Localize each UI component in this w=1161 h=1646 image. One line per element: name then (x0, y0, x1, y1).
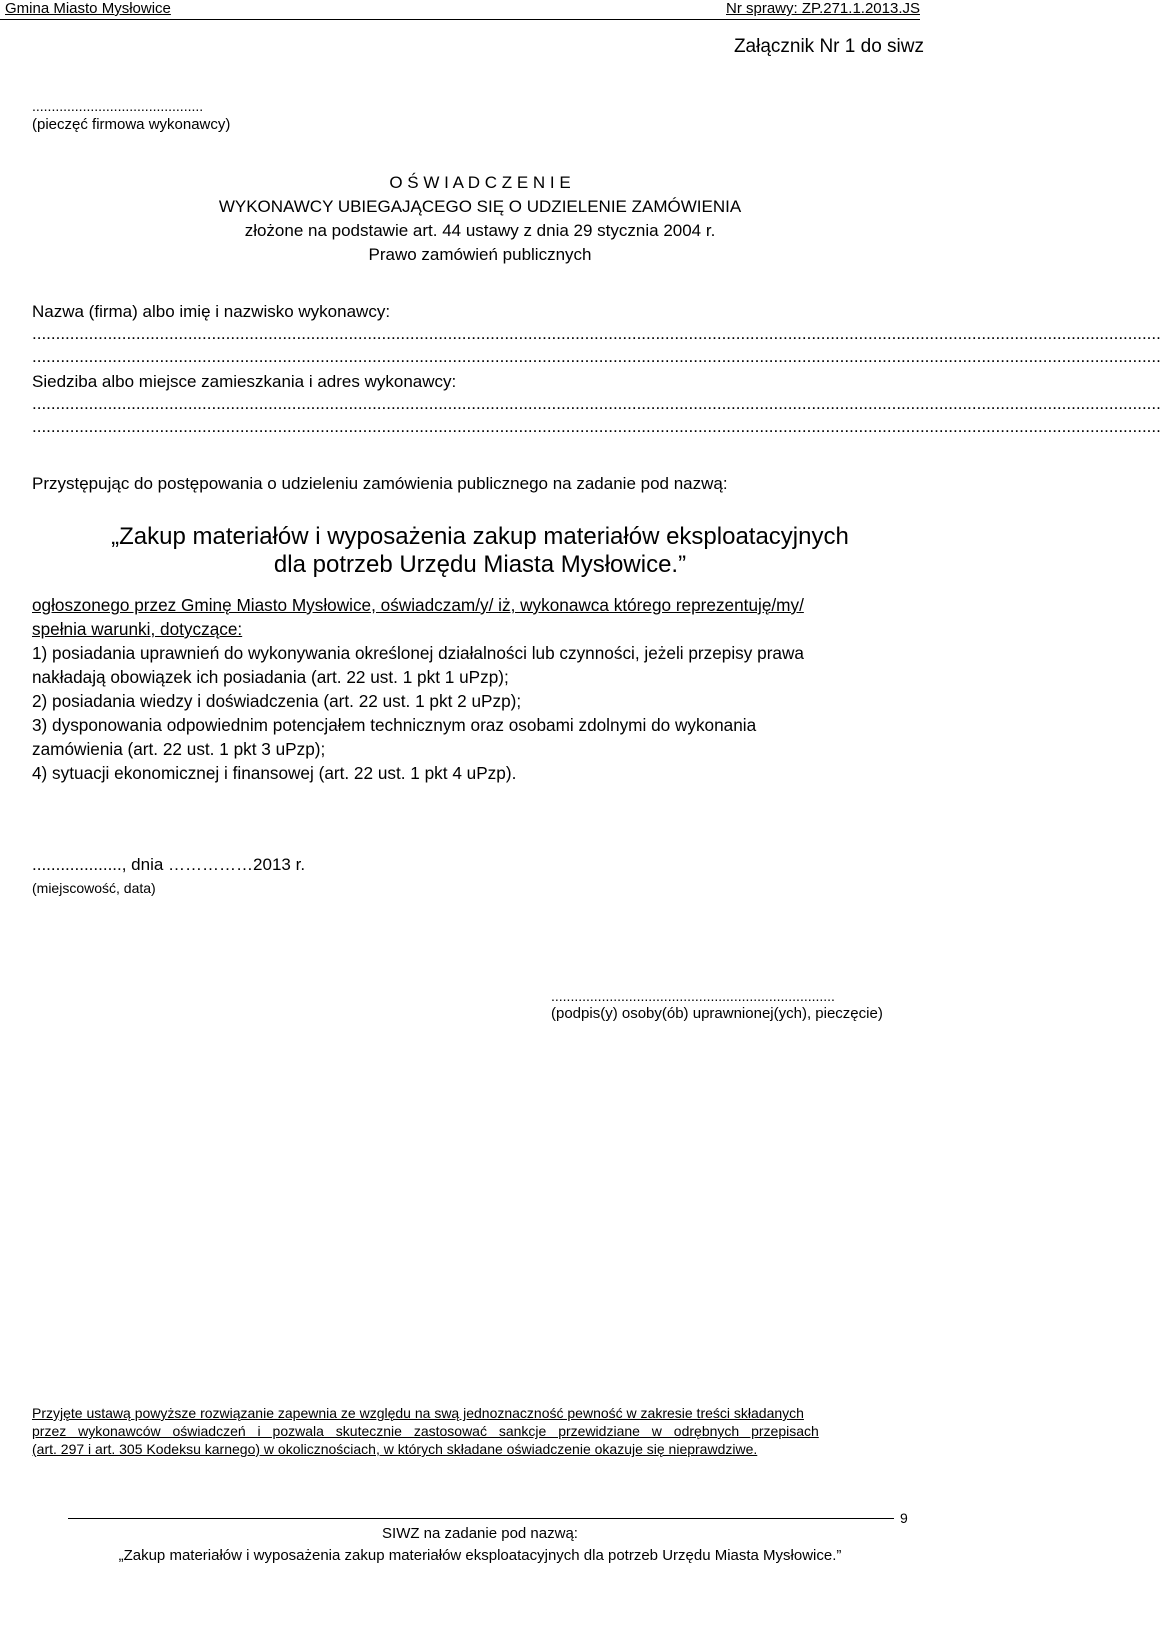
address-dots-1[interactable]: ............................................................................................................................................................................................................................................... (32, 394, 1161, 413)
footnote-line2: przez wykonawców oświadczeń i pozwala skutecznie zastosować sankcje przewidziane w odrębnych przepisach (32, 1423, 819, 1439)
name-label: Nazwa (firma) albo imię i nazwisko wykonawcy: (32, 302, 391, 321)
header-rule (0, 19, 920, 20)
stamp-caption: (pieczęć firmowa wykonawcy) (32, 116, 231, 133)
title-line2: WYKONAWCY UBIEGAJĄCEGO SIĘ O UDZIELENIE ZAMÓWIENIA (218, 197, 742, 216)
condition-3a: 3) dysponowania odpowiednim potencjałem technicznym oraz osobami zdolnymi do wykonania (32, 715, 757, 735)
title-line4: Prawo zamówień publicznych (368, 245, 592, 264)
name-dots-1[interactable]: ............................................................................................................................................................................................................................................... (32, 324, 1161, 343)
condition-1a: 1) posiadania uprawnień do wykonywania określonej działalności lub czynności, jeżeli przepisy prawa (32, 643, 804, 663)
title-line3: złożone na podstawie art. 44 ustawy z dnia 29 stycznia 2004 r. (244, 221, 716, 240)
condition-3b: zamówienia (art. 22 ust. 1 pkt 3 uPzp); (32, 739, 326, 759)
stamp-dots: ............................................ (32, 98, 204, 114)
page-number: 9 (900, 1510, 908, 1526)
condition-1b: nakładają obowiązek ich posiadania (art. 22 ust. 1 pkt 1 uPzp); (32, 667, 509, 687)
task-title-line2: dla potrzeb Urzędu Miasta Mysłowice.” (273, 551, 687, 578)
footer-rule (68, 1518, 894, 1519)
place-date-line[interactable]: ..................., dnia ……………2013 r. (32, 855, 306, 874)
footer-line1: SIWZ na zadanie pod nazwą: (382, 1525, 578, 1542)
title-line1: O Ś W I A D C Z E N I E (389, 173, 571, 192)
body-line2: spełnia warunki, dotyczące: (32, 619, 243, 639)
address-label: Siedziba albo miejsce zamieszkania i adres wykonawcy: (32, 372, 457, 391)
condition-2: 2) posiadania wiedzy i doświadczenia (art. 22 ust. 1 pkt 2 uPzp); (32, 691, 522, 711)
footnote-line1: Przyjęte ustawą powyższe rozwiązanie zapewnia ze względu na swą jednoznaczność pewność w zakresie treści składanych (32, 1405, 804, 1421)
name-dots-2[interactable]: ............................................................................................................................................................................................................................................... (32, 347, 1161, 366)
header-left: Gmina Miasto Mysłowice (5, 0, 171, 17)
signature-dots[interactable]: ......................................................................... (551, 988, 835, 1004)
footer-line2: „Zakup materiałów i wyposażenia zakup materiałów eksploatacyjnych dla potrzeb Urzędu Miasta Mysłowice.” (118, 1547, 842, 1564)
signature-caption: (podpis(y) osoby(ób) uprawnionej(ych), pieczęcie) (551, 1005, 883, 1022)
body-line1: ogłoszonego przez Gminę Miasto Mysłowice, oświadczam/y/ iż, wykonawca którego reprezentuję/my/ (32, 595, 804, 615)
attachment-label: Załącznik Nr 1 do siwz (733, 36, 924, 57)
task-title-line1: „Zakup materiałów i wyposażenia zakup materiałów eksploatacyjnych (111, 523, 849, 550)
header-right: Nr sprawy: ZP.271.1.2013.JS (726, 0, 920, 17)
place-date-caption: (miejscowość, data) (32, 880, 156, 896)
intro-text: Przystępując do postępowania o udzieleniu zamówienia publicznego na zadanie pod nazwą: (32, 474, 728, 493)
address-dots-2[interactable]: ............................................................................................................................................................................................................................................... (32, 417, 1161, 436)
condition-4: 4) sytuacji ekonomicznej i finansowej (art. 22 ust. 1 pkt 4 uPzp). (32, 763, 517, 783)
footnote-line3: (art. 297 i art. 305 Kodeksu karnego) w okolicznościach, w których składane oświadczenie okazuje się nieprawdziwe. (32, 1441, 758, 1457)
